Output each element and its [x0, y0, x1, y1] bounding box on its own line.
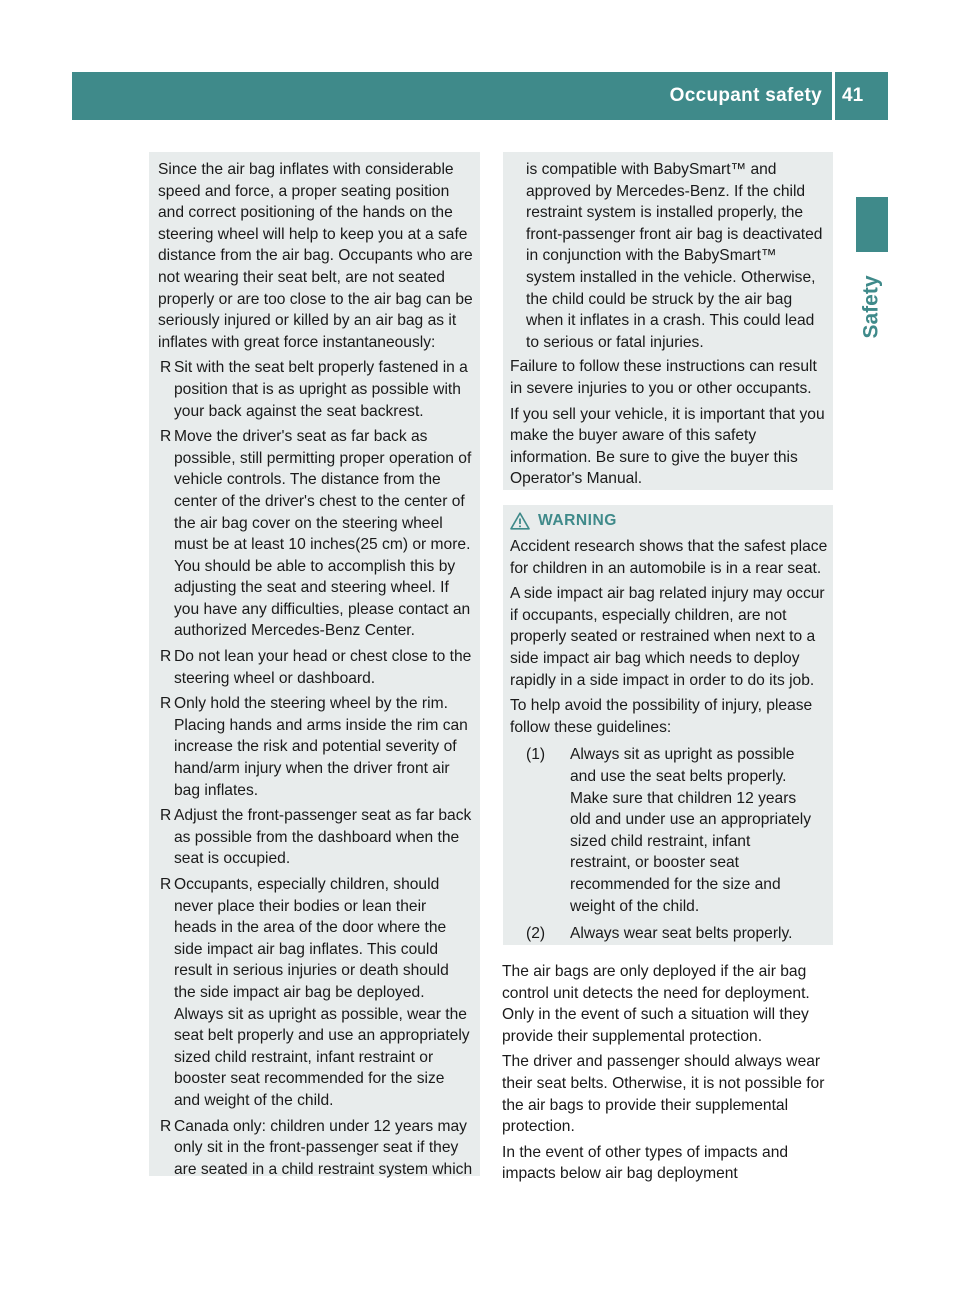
list-item	[510, 923, 828, 945]
warning-paragraph: To help avoid the possibility of injury, please follow these guidelines:	[510, 697, 813, 736]
guideline-text: Always sit as upright as possible and use the seat belts properly. Make sure that children 12 years old and under use an appropriately sized child restraint, infant restraint, or booster seat recommended for the size and weight of the child.	[570, 746, 812, 915]
header-divider	[832, 72, 835, 120]
right-info-box	[503, 152, 833, 490]
warning-title: WARNING	[538, 512, 617, 530]
bullet-icon: R	[160, 648, 172, 666]
bullet-text: Do not lean your head or chest close to the steering wheel or dashboard.	[174, 648, 472, 687]
bullet-text: Move the driver's seat as far back as possible, still permitting proper operation of vehicle controls. The distance from the center of the driver's chest to the center of the air bag cover on the steering wheel must be at least 10 inches(25 cm) or more. You should be able to accomplish this by adjusting the seat and steering wheel. If you have any difficulties, please contact an authorized Mercedes-Benz Center.	[174, 428, 472, 640]
body-paragraph: The air bags are only deployed if the air bag control unit detects the need for deployment. Only in the event of such a situation will they provide their supplemental protection.	[502, 963, 810, 1045]
warning-triangle-icon	[510, 512, 530, 530]
side-tab-label: Safety	[860, 275, 883, 339]
bullet-text: Sit with the seat belt properly fastened in a position that is as upright as possible with your back against the seat backrest.	[174, 359, 468, 420]
paragraph: Failure to follow these instructions can result in severe injuries to you or other occupants.	[510, 358, 817, 397]
list-item	[158, 1116, 473, 1181]
guideline-text: Always wear seat belts properly.	[570, 925, 793, 943]
list-item	[510, 744, 828, 917]
bullet-icon: R	[160, 1117, 172, 1135]
side-marker	[856, 197, 888, 252]
bullet-text: Canada only: children under 12 years may only sit in the front-passenger seat if they are seated in a child restraint system which	[174, 1117, 473, 1178]
paragraph: If you sell your vehicle, it is important that you make the buyer aware of this safety information. Be sure to give the buyer this Operator's Manual.	[510, 405, 825, 488]
list-item	[158, 357, 473, 422]
warning-paragraph: Accident research shows that the safest place for children in an automobile is in a rear seat.	[510, 538, 828, 577]
bullet-icon: R	[160, 876, 172, 893]
body-paragraph: The driver and passenger should always wear their seat belts. Otherwise, it is not possible for the air bags to provide their supplemental protection.	[502, 1053, 825, 1136]
bullet-text: Adjust the front-passenger seat as far back as possible from the dashboard when the seat is occupied.	[174, 807, 472, 868]
body-paragraph: In the event of other types of impacts and impacts below air bag deployment	[502, 1143, 789, 1183]
list-item	[158, 874, 473, 1112]
bullet-text: Occupants, especially children, should never place their bodies or lean their heads in the area of the door where the side impact air bag inflates. This could result in serious injuries or death should the side impact air bag be deployed. Always sit as upright as possible, wear the seat belt properly and use an appropriately sized child restraint, infant restraint or booster seat recommended for the size and weight of the child.	[174, 876, 470, 1109]
side-tab	[849, 262, 895, 352]
list-item	[158, 426, 473, 642]
warning-paragraph: A side impact air bag related injury may occur if occupants, especially children, are not properly seated or restrained when next to a side impact air bag which needs to deploy rapidly in a side impact in order to do its job.	[510, 585, 825, 689]
guideline-number: (2)	[526, 925, 546, 943]
left-info-box	[149, 152, 480, 1176]
bullet-icon: R	[160, 807, 172, 825]
bullet-icon: R	[160, 428, 172, 446]
list-item	[158, 805, 473, 870]
section-title: Occupant safety	[669, 85, 822, 106]
list-item	[158, 646, 473, 689]
body-text	[502, 961, 836, 1189]
continued-bullet-text: is compatible with BabySmart™ and approved by Mercedes-Benz. If the child restraint system is installed properly, the front-passenger front air bag is deactivated in conjunction with the BabySmart™ system installed in the vehicle. Otherwise, the child could be struck by the air bag when it inflates in a crash. This could lead to serious or fatal injuries.	[526, 161, 823, 351]
warning-box	[503, 505, 833, 945]
warning-header	[510, 508, 828, 534]
page-number: 41	[842, 85, 864, 106]
bullet-icon: R	[160, 359, 172, 377]
intro-paragraph: Since the air bag inflates with considerable speed and force, a proper seating position and correct positioning of the hands on the steering wheel will help to keep you at a safe distance from the air bag. Occupants who are not wearing their seat belt, are not seated properly or are too close to the air bag can be seriously injured or killed by an air bag as it inflates with great force instantaneously:	[158, 161, 473, 351]
bullet-icon: R	[160, 695, 172, 713]
bullet-list	[158, 357, 473, 1180]
list-item	[158, 693, 473, 801]
bullet-text: Only hold the steering wheel by the rim. Placing hands and arms inside the rim can increase the risk and potential severity of hand/arm injury when the driver front air bag inflates.	[174, 695, 468, 799]
guideline-number: (1)	[526, 746, 546, 764]
guideline-list	[510, 744, 828, 944]
